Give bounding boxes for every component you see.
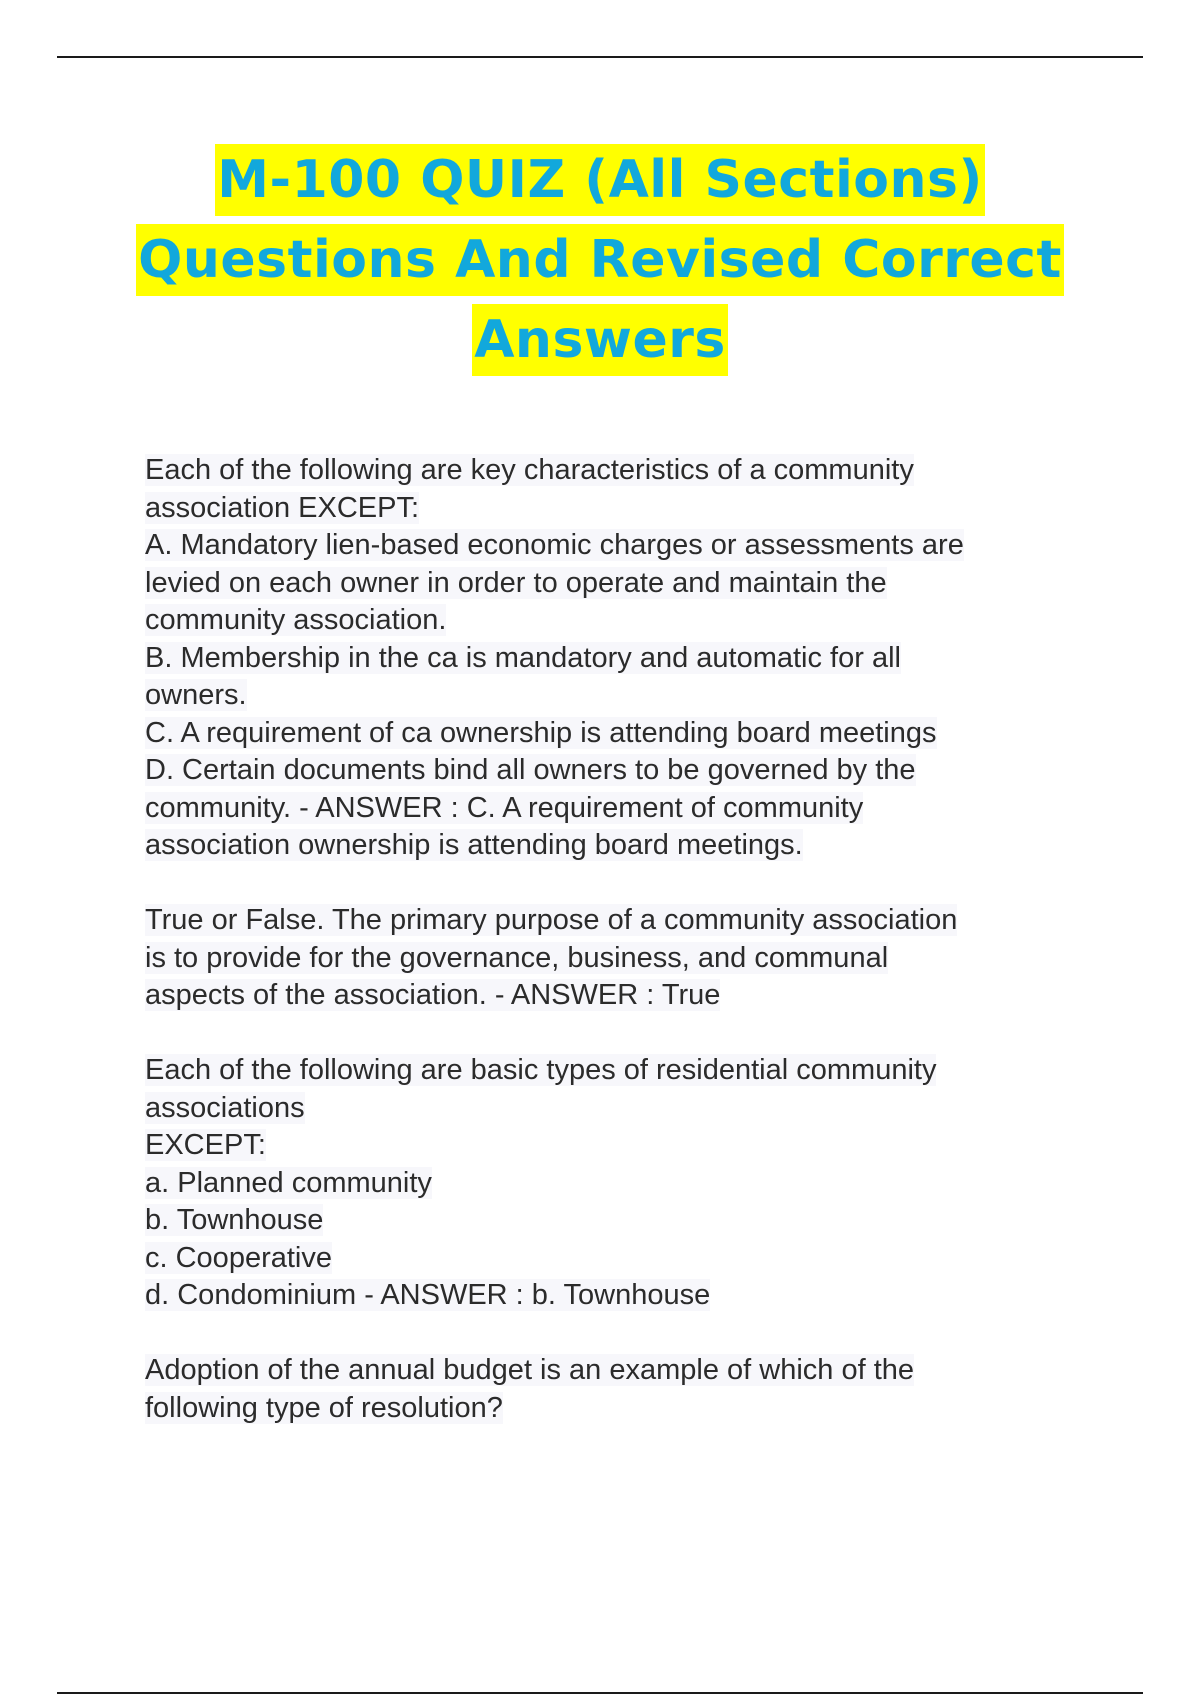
spacer	[145, 865, 1085, 903]
answer-option: C. A requirement of ca ownership is attending board meetings	[145, 716, 937, 749]
answer-option: A. Mandatory lien-based economic charges or assessments are	[145, 529, 964, 561]
spacer	[145, 1315, 1085, 1353]
title-line: Questions And Revised Correct	[0, 224, 1200, 296]
answer-option: owners.	[145, 679, 247, 711]
question-text: is to provide for the governance, business, and communal	[145, 941, 889, 974]
answer-option: a. Planned community	[145, 1166, 432, 1199]
quiz-content	[145, 452, 1085, 1427]
question-block	[145, 1352, 1085, 1427]
question-block	[145, 1052, 1085, 1315]
answer-text: association ownership is attending board meetings.	[145, 829, 803, 861]
top-rule	[57, 56, 1143, 58]
question-block	[145, 902, 1085, 1015]
answer-option: community association.	[145, 604, 447, 636]
answer-option: levied on each owner in order to operate and maintain the	[145, 566, 887, 599]
answer-text: community. - ANSWER : C. A requirement of community	[145, 791, 864, 824]
answer-option: c. Cooperative	[145, 1241, 332, 1274]
question-text: Adoption of the annual budget is an example of which of the	[145, 1354, 915, 1386]
title-line: Answers	[0, 304, 1200, 376]
answer-option: B. Membership in the ca is mandatory and automatic for all	[145, 641, 901, 674]
question-text: Each of the following are key characteristics of a community	[145, 454, 914, 486]
question-text: Each of the following are basic types of residential community	[145, 1054, 937, 1086]
answer-text: d. Condominium - ANSWER : b. Townhouse	[145, 1279, 711, 1311]
question-text: associations	[145, 1091, 305, 1124]
title-line: M-100 QUIZ (All Sections)	[0, 144, 1200, 216]
question-text: following type of resolution?	[145, 1391, 503, 1424]
question-text: EXCEPT:	[145, 1129, 266, 1161]
question-text: association EXCEPT:	[145, 491, 420, 524]
bottom-rule	[57, 1692, 1143, 1694]
answer-option: b. Townhouse	[145, 1204, 324, 1236]
answer-option: D. Certain documents bind all owners to be governed by the	[145, 754, 916, 786]
spacer	[145, 1015, 1085, 1053]
document-title	[0, 144, 1200, 384]
question-block	[145, 452, 1085, 865]
answer-text: aspects of the association. - ANSWER : True	[145, 979, 721, 1011]
question-text: True or False. The primary purpose of a community association	[145, 904, 958, 936]
